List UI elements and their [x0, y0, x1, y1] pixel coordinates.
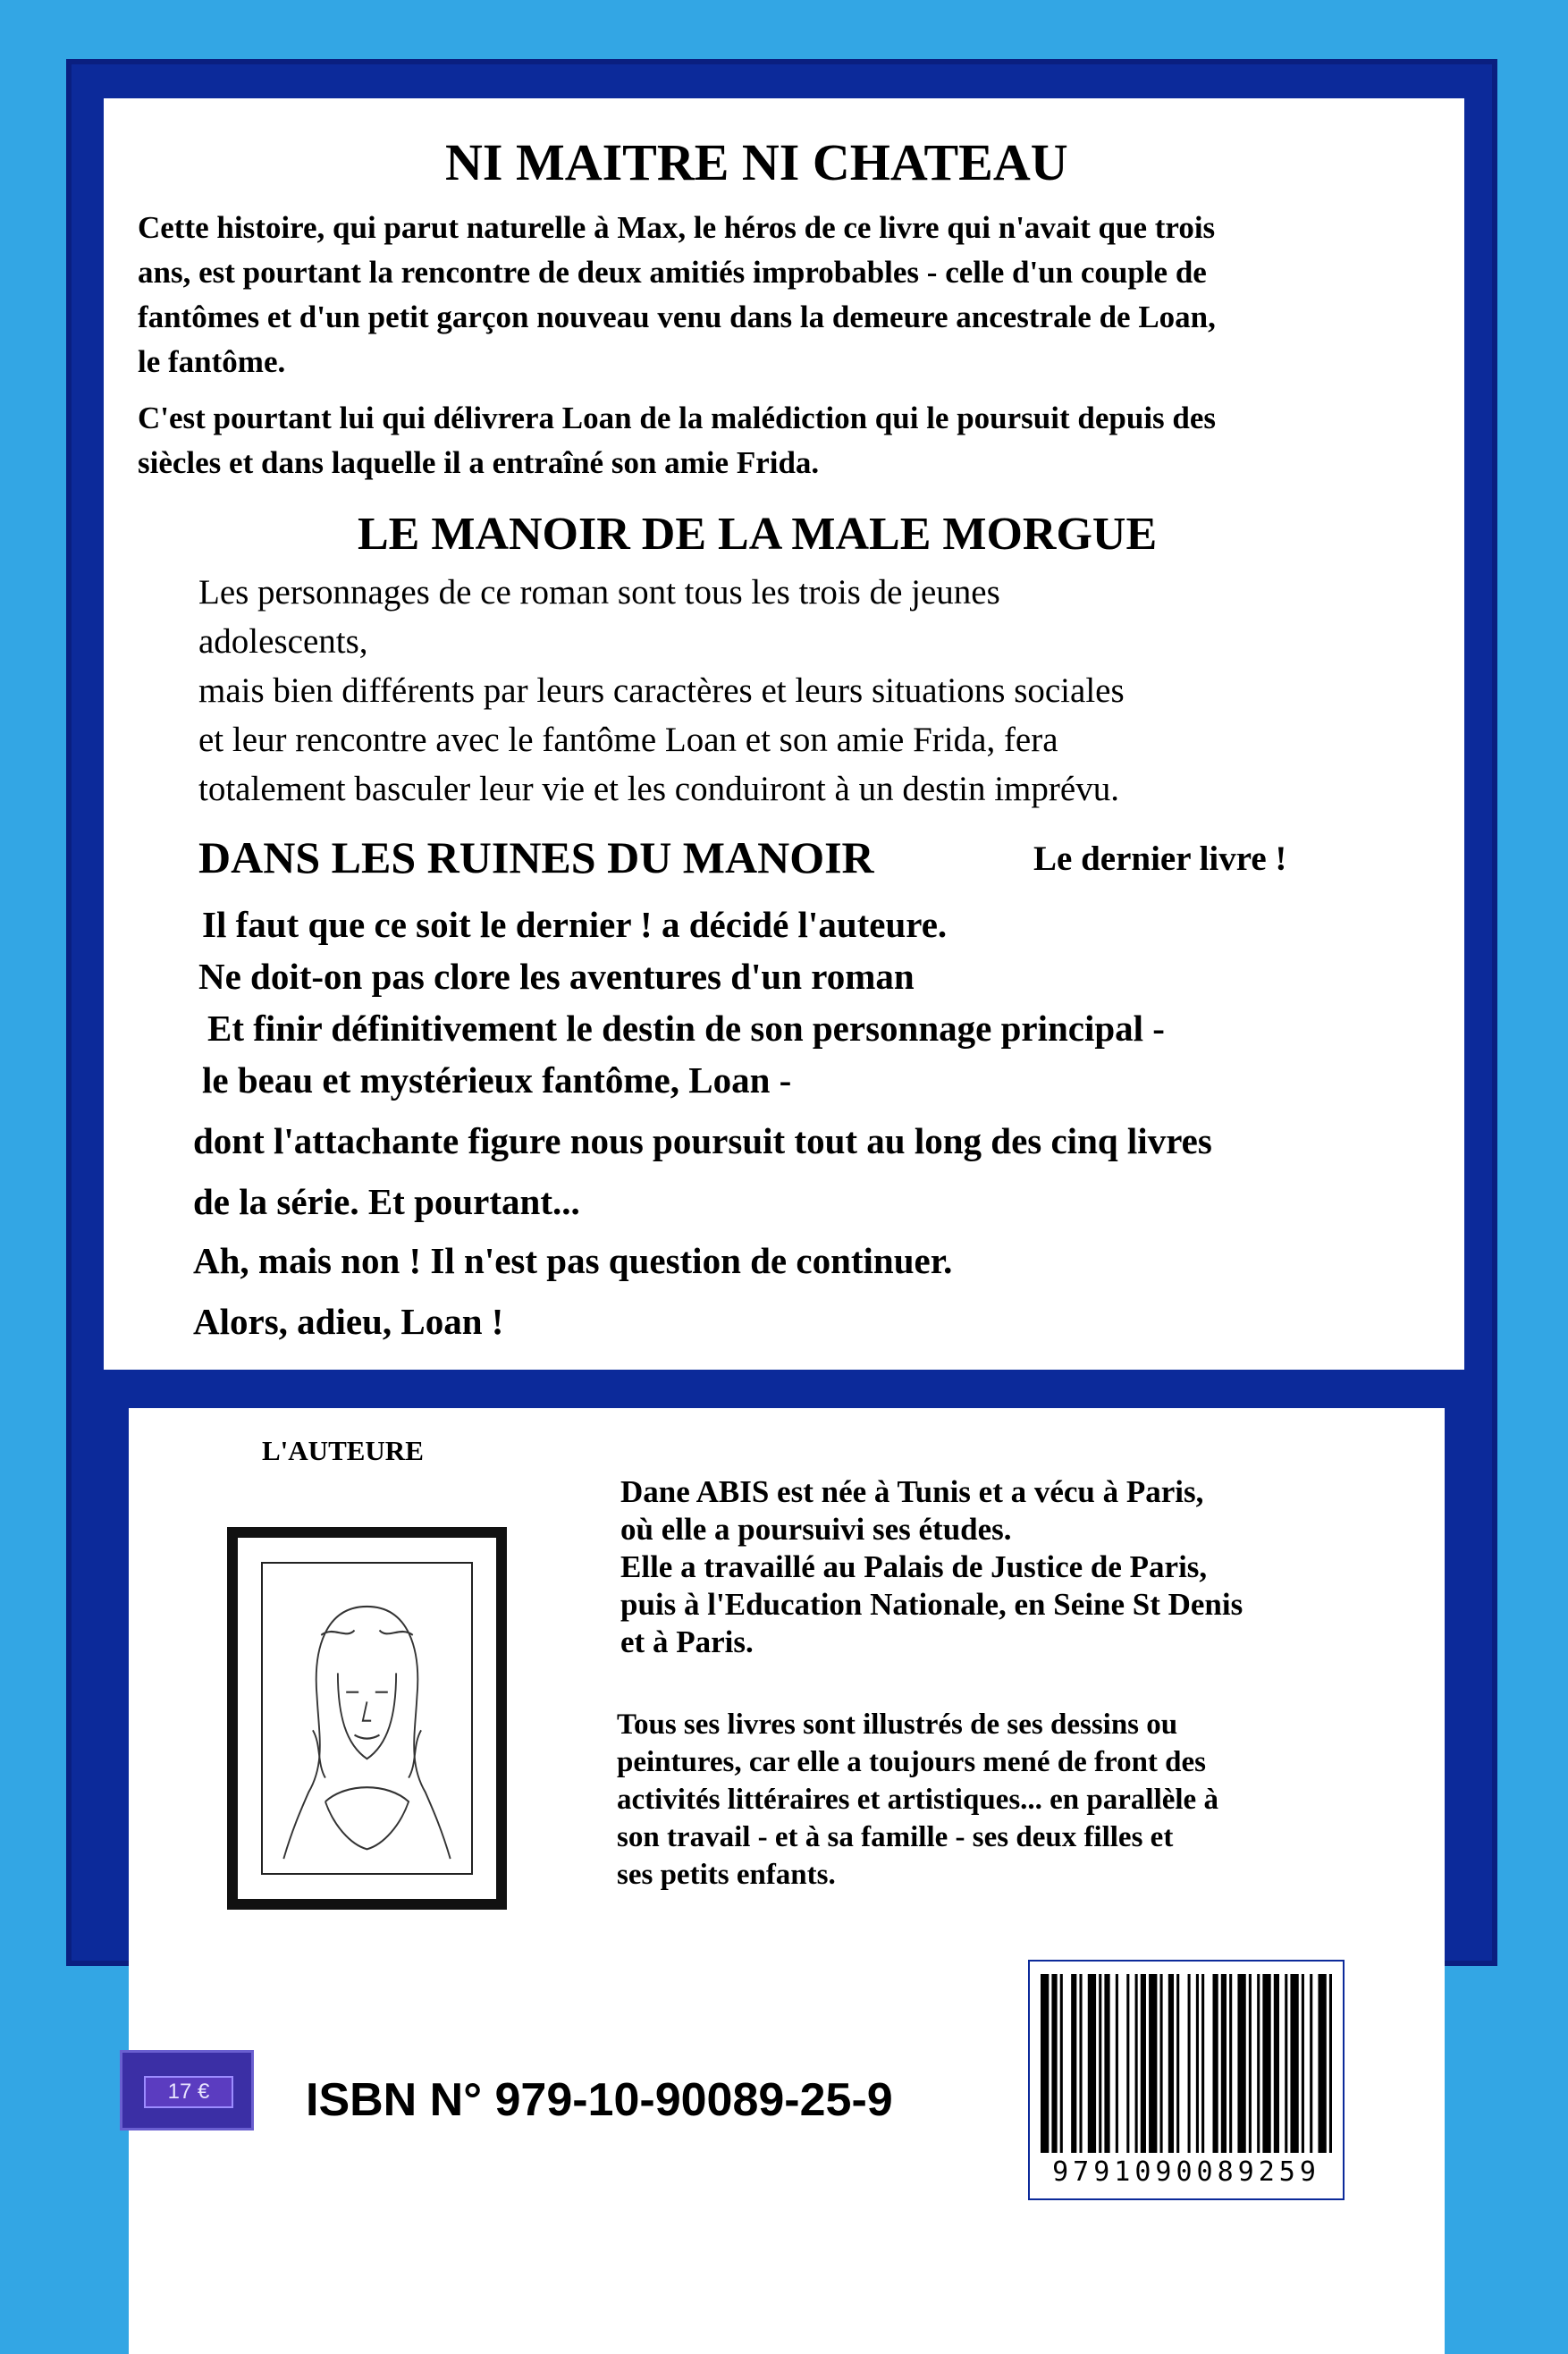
text-line: peintures, car elle a toujours mené de front des	[617, 1746, 1207, 1778]
barcode-bar	[1221, 1974, 1227, 2153]
barcode-box	[1028, 1960, 1345, 2200]
barcode-bar	[1041, 1974, 1049, 2153]
text-line: mais bien différents par leurs caractères et leurs situations sociales	[198, 671, 1125, 710]
text-line: activités littéraires et artistiques... en parallèle à	[617, 1784, 1218, 1816]
barcode-bar	[1168, 1974, 1174, 2153]
barcode-bar	[1176, 1974, 1179, 2153]
isbn-number: ISBN N° 979-10-90089-25-9	[306, 2074, 893, 2126]
barcode-bar	[1051, 1974, 1057, 2153]
text-line: Elle a travaillé au Palais de Justice de Paris,	[620, 1549, 1208, 1584]
author-bio-2	[617, 1706, 1218, 1894]
text-line: Alors, adieu, Loan !	[193, 1301, 504, 1342]
barcode-bar	[1160, 1974, 1163, 2153]
barcode-bar	[1318, 1974, 1326, 2153]
barcode-bar	[1104, 1974, 1109, 2153]
text-line: ses petits enfants.	[617, 1859, 836, 1891]
text-line: totalement basculer leur vie et les conduiront à un destin imprévu.	[198, 770, 1119, 808]
text-line: Et finir définitivement le destin de son personnage principal -	[207, 1008, 1165, 1049]
book-title-1: NI MAITRE NI CHATEAU	[445, 133, 1068, 191]
text-line: fantômes et d'un petit garçon nouveau venu dans la demeure ancestrale de Loan,	[138, 300, 1216, 334]
barcode-bar	[1329, 1974, 1332, 2153]
barcode-bar	[1229, 1974, 1232, 2153]
text-line: et leur rencontre avec le fantôme Loan et son amie Frida, fera	[198, 721, 1058, 759]
barcode-bar	[1257, 1974, 1260, 2153]
barcode-bar	[1079, 1974, 1082, 2153]
barcode-bar	[1237, 1974, 1245, 2153]
isbn-box	[291, 2050, 957, 2152]
barcode-digits: 9791090089259	[1052, 2156, 1320, 2188]
barcode-icon	[1041, 1974, 1332, 2153]
text-line: C'est pourtant lui qui délivrera Loan de la malédiction qui le poursuit depuis des	[138, 401, 1217, 435]
book-1-description	[138, 206, 1216, 384]
barcode-bar	[1285, 1974, 1287, 2153]
text-line: siècles et dans laquelle il a entraîné son amie Frida.	[138, 445, 820, 480]
barcode-bar	[1201, 1974, 1204, 2153]
text-line: Les personnages de ce roman sont tous les trois de jeunes	[198, 573, 1000, 612]
barcode-bar	[1088, 1974, 1096, 2153]
barcode-bar	[1149, 1974, 1157, 2153]
barcode-bar	[1262, 1974, 1270, 2153]
barcode-bar	[1196, 1974, 1199, 2153]
text-line: dont l'attachante figure nous poursuit tout au long des cinq livres	[193, 1120, 1212, 1161]
barcode-bar	[1126, 1974, 1129, 2153]
text-line: ans, est pourtant la rencontre de deux amitiés improbables - celle d'un couple de	[138, 255, 1207, 290]
barcode-bar	[1060, 1974, 1063, 2153]
text-line: Ne doit-on pas clore les aventures d'un roman	[198, 956, 915, 997]
barcode-bar	[1249, 1974, 1252, 2153]
text-line: le beau et mystérieux fantôme, Loan -	[202, 1059, 792, 1101]
barcode-bar	[1290, 1974, 1298, 2153]
barcode-bar	[1141, 1974, 1146, 2153]
author-bio-1	[620, 1473, 1243, 1661]
barcode-bar	[1116, 1974, 1118, 2153]
text-line: adolescents,	[198, 622, 368, 661]
text-line: puis à l'Education Nationale, en Seine St Denis	[620, 1587, 1243, 1622]
text-line: et à Paris.	[620, 1624, 754, 1659]
text-line: Dane ABIS est née à Tunis et a vécu à Paris,	[620, 1474, 1204, 1509]
barcode-bar	[1310, 1974, 1312, 2153]
author-portrait	[227, 1527, 507, 1910]
author-heading: L'AUTEURE	[262, 1435, 424, 1466]
portrait-inner-frame	[261, 1562, 473, 1875]
text-line: Ah, mais non ! Il n'est pas question de continuer.	[193, 1240, 953, 1281]
price-label: 17 €	[144, 2076, 233, 2108]
portrait-sketch-icon	[263, 1564, 471, 1873]
text-line: où elle a poursuivi ses études.	[620, 1512, 1012, 1547]
text-line: Cette histoire, qui parut naturelle à Max, le héros de ce livre qui n'avait que trois	[138, 210, 1216, 245]
text-line: le fantôme.	[138, 344, 286, 379]
book-1-description-2	[138, 396, 1216, 485]
price-badge	[120, 2050, 254, 2130]
text-line: son travail - et à sa famille - ses deux filles et	[617, 1821, 1174, 1853]
text-line: Tous ses livres sont illustrés de ses dessins ou	[617, 1709, 1178, 1741]
barcode-bar	[1135, 1974, 1138, 2153]
barcode-bar	[1274, 1974, 1279, 2153]
book-title-2: LE MANOIR DE LA MALE MORGUE	[358, 509, 1158, 560]
last-book-note: Le dernier livre !	[1033, 840, 1287, 878]
barcode-bar	[1071, 1974, 1076, 2153]
book-2-description	[198, 568, 1125, 814]
barcode-bar	[1099, 1974, 1101, 2153]
barcode-bar	[1213, 1974, 1218, 2153]
book-title-3: DANS LES RUINES DU MANOIR	[198, 832, 874, 882]
barcode-bar	[1302, 1974, 1304, 2153]
text-line: de la série. Et pourtant...	[193, 1181, 580, 1222]
text-line: Il faut que ce soit le dernier ! a décidé l'auteure.	[202, 904, 948, 945]
barcode-bar	[1188, 1974, 1191, 2153]
